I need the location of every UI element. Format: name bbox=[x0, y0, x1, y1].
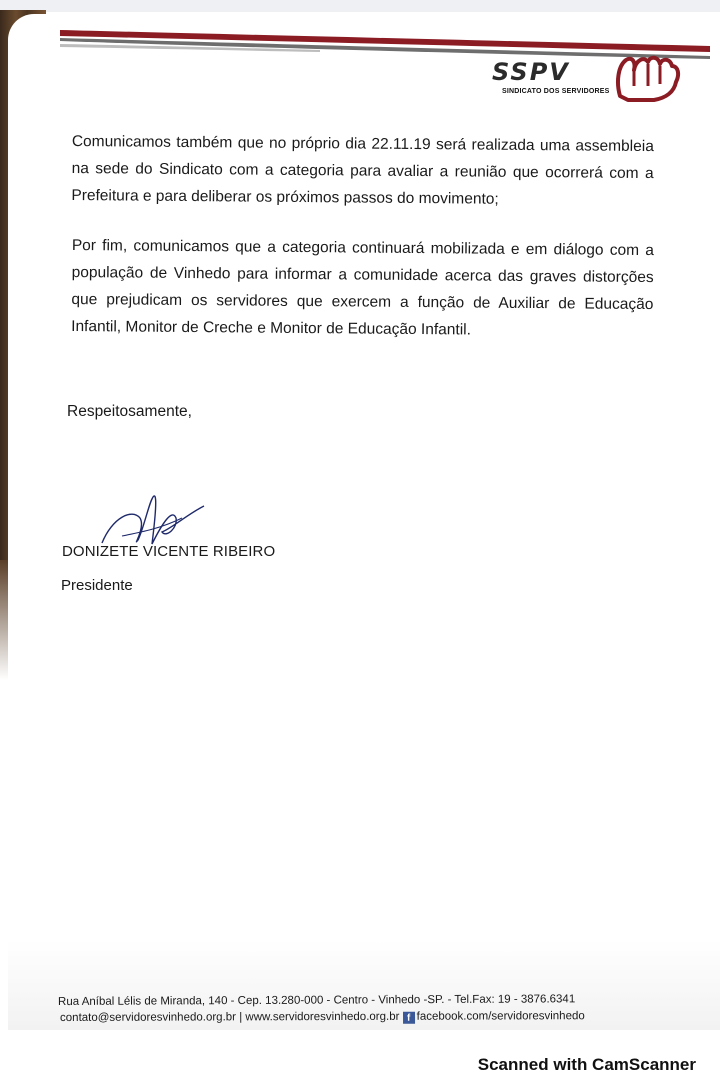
footer-contacts bbox=[60, 1010, 585, 1025]
closing-salutation: Respeitosamente, bbox=[67, 403, 192, 420]
paragraph-mobilization-notice bbox=[71, 232, 654, 345]
logo-text: SSPV bbox=[492, 58, 570, 86]
footer-facebook: facebook.com/servidoresvinhedo bbox=[416, 1010, 585, 1023]
footer-email: contato@servidoresvinhedo.org.br bbox=[60, 1011, 237, 1024]
fist-logo-icon bbox=[614, 52, 684, 104]
footer-website: www.servidoresvinhedo.org.br bbox=[245, 1010, 400, 1024]
paragraph-assembly-notice bbox=[71, 128, 654, 214]
top-strip bbox=[0, 0, 720, 12]
paragraph-1-text: Comunicamos também que no próprio dia 22.11.19 será realizada uma assembleia na sede do Sindicato com a categoria para avaliar a reunião que ocorrerá com a Prefeitura e para deliberar os próximos passos do movimento; bbox=[71, 132, 654, 208]
facebook-icon: f bbox=[403, 1012, 415, 1024]
signer-role: Presidente bbox=[61, 577, 133, 594]
footer-address: Rua Aníbal Lélis de Miranda, 140 - Cep. 13.280-000 - Centro - Vinhedo -SP. - Tel.Fax: 19 - 3876.6341 bbox=[58, 993, 576, 1008]
signer-name: DONIZETE VICENTE RIBEIRO bbox=[62, 543, 276, 560]
footer-separator: | bbox=[235, 1011, 246, 1024]
paragraph-2-text: Por fim, comunicamos que a categoria continuará mobilizada e em diálogo com a população de Vinhedo para informar a comunidade acerca das graves distorções que prejudicam os servidores que exercem a função de Auxiliar de Educação Infantil, Monitor de Creche e Monitor de Educação Infantil. bbox=[71, 236, 654, 339]
sspv-logo bbox=[492, 52, 692, 108]
camscanner-watermark: Scanned with CamScanner bbox=[477, 1055, 696, 1074]
logo-subtitle: SINDICATO DOS SERVIDORES bbox=[502, 88, 610, 95]
